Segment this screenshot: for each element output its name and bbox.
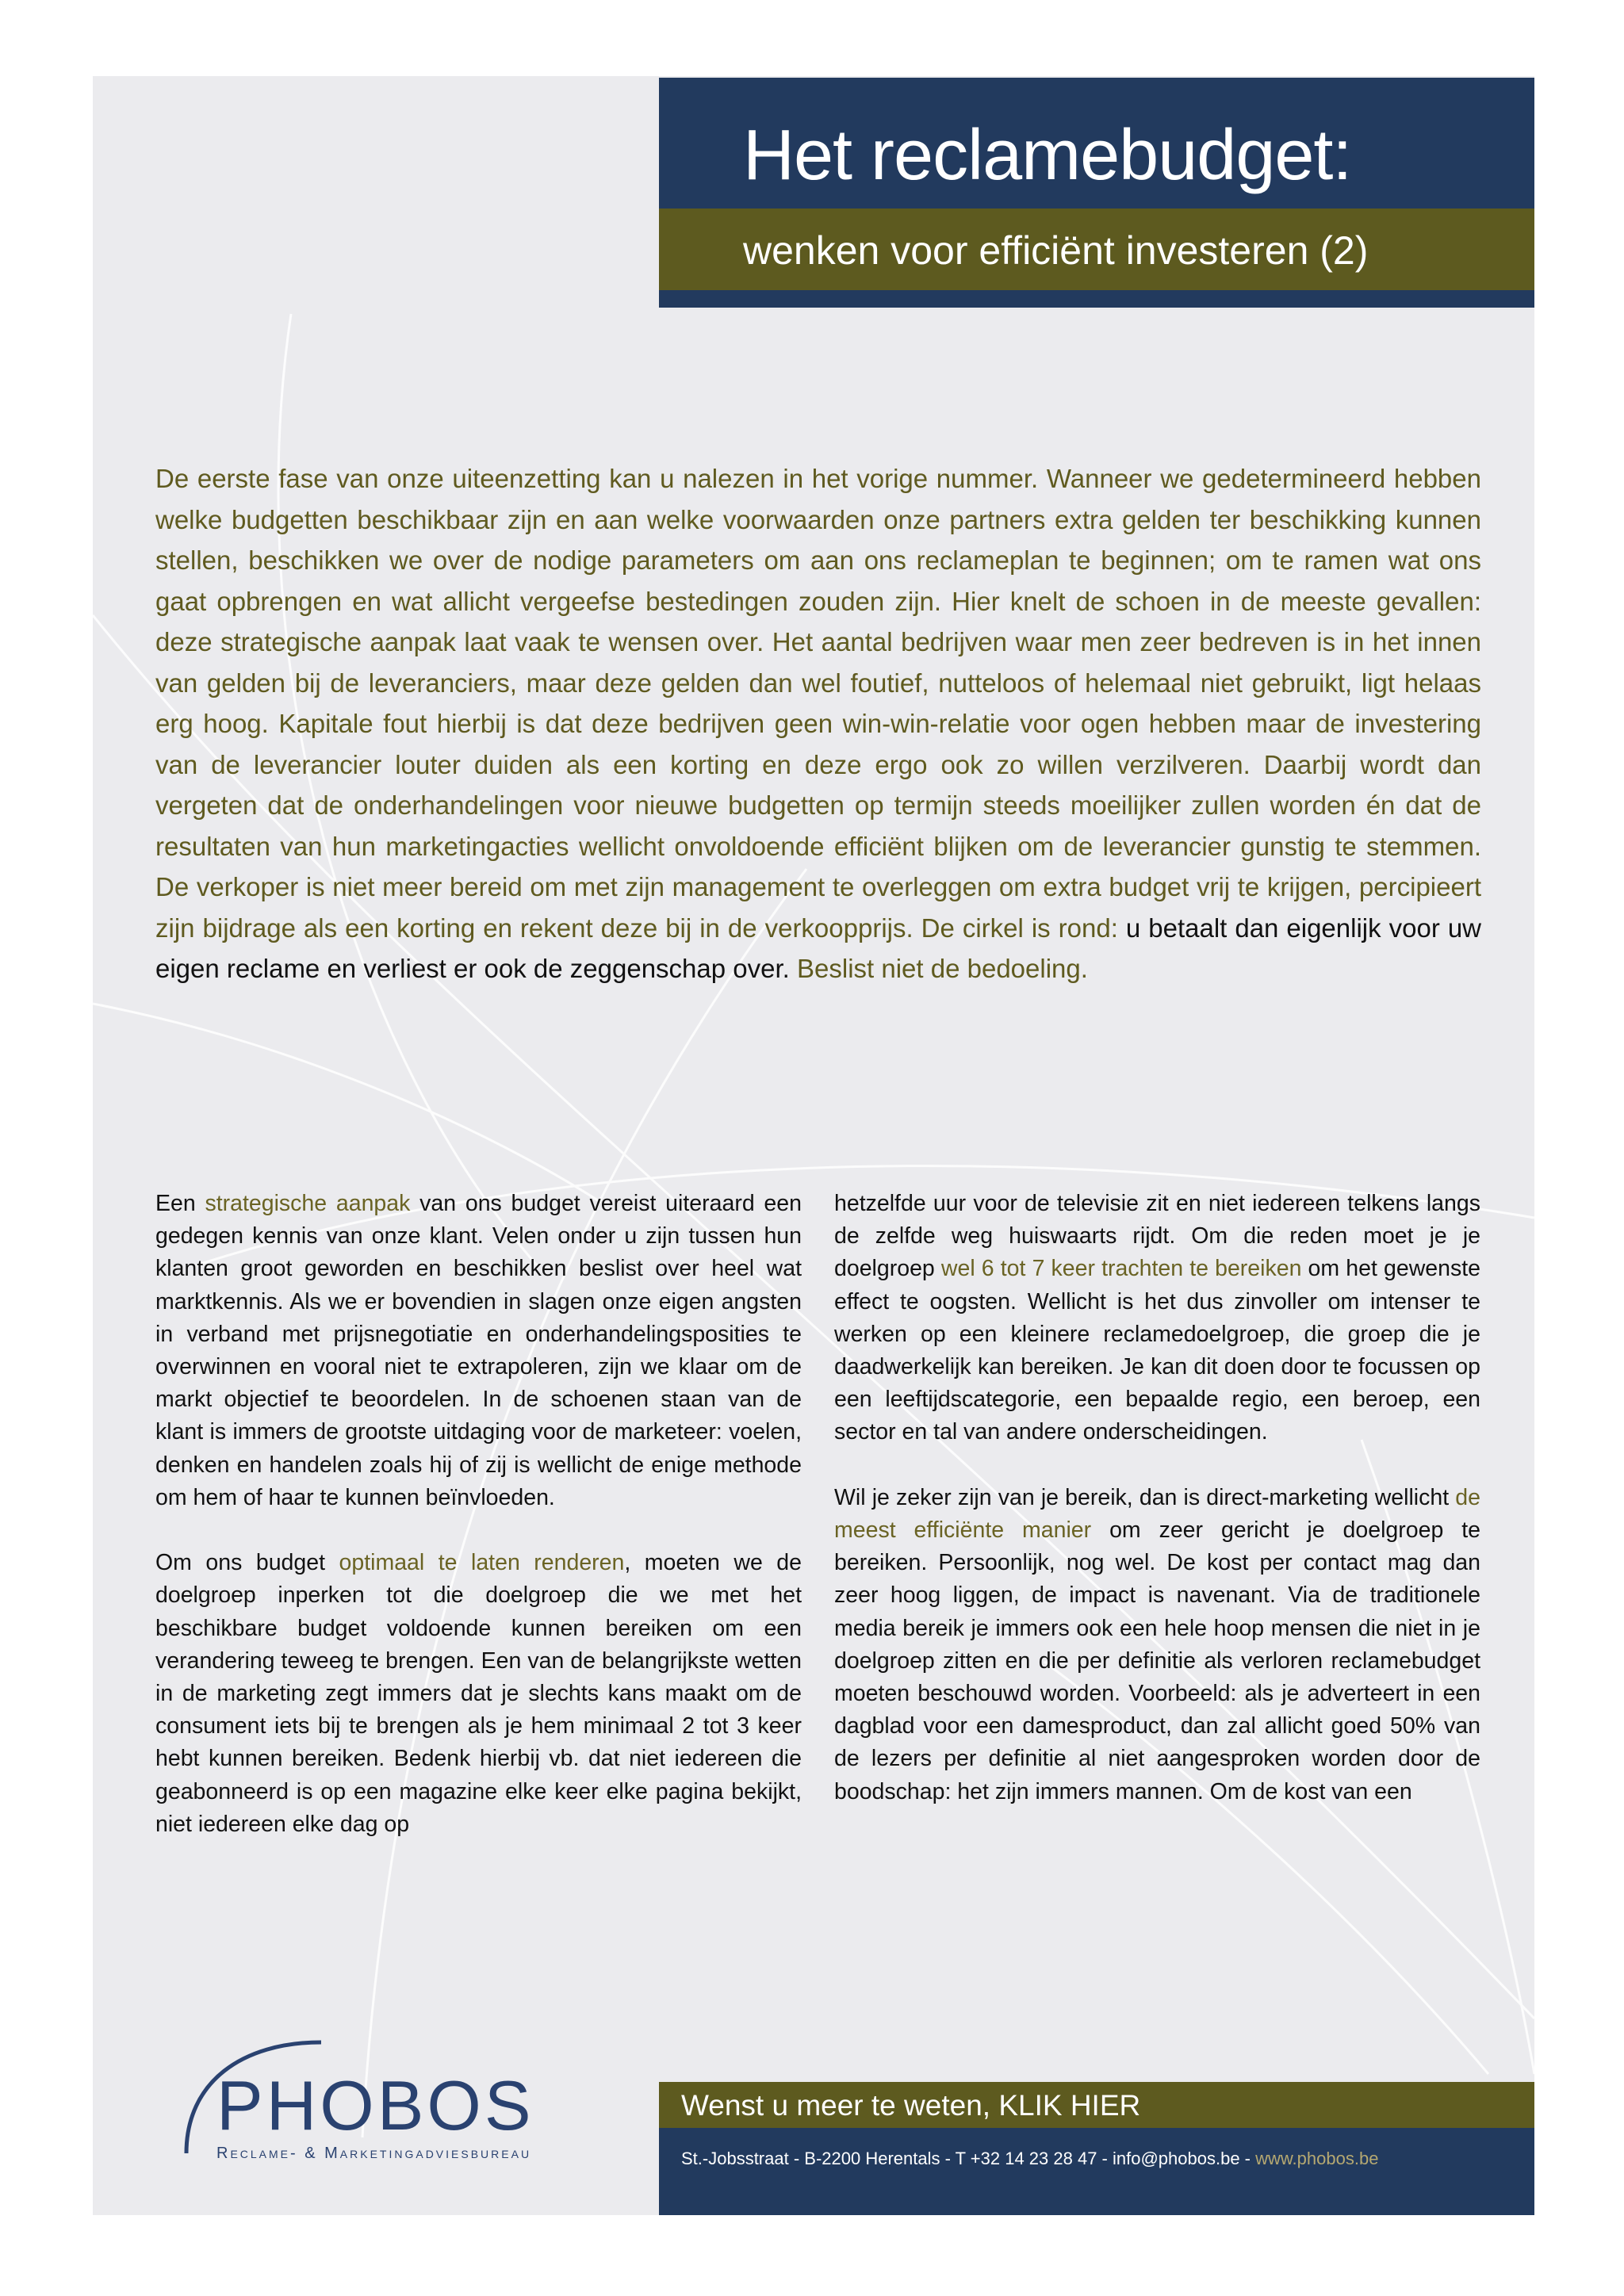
contact-address: St.-Jobsstraat - B-2200 Herentals - T +32 14 23 28 47 - info@phobos.be - — [681, 2149, 1256, 2168]
contact-info — [681, 2149, 1378, 2169]
more-info-link[interactable]: Wenst u meer te weten, KLIK HIER — [681, 2089, 1141, 2122]
curve-5 — [93, 1004, 600, 1202]
body-paragraph — [834, 1482, 1480, 1808]
body-text: Een — [155, 1191, 205, 1216]
body-text: , moeten we de doelgroep inperken tot die doelgroep die we met het beschikbare budget voldoende kunnen bereiken om een verandering teweeg te brengen. Een van de belangrijkste wetten in de marketing zegt immers dat je slechts kans maakt om de consument iets bij te brengen als je hem minimaal 2 tot 3 keer hebt kunnen bereiken. Bedenk hierbij vb. dat niet iedereen die geabonneerd is op een magazine elke keer elke pagina bekijkt, niet iedereen elke dag op — [155, 1550, 802, 1837]
body-paragraph — [155, 1547, 802, 1841]
body-text: Wil je zeker zijn van je bereik, dan is direct-marketing wellicht — [834, 1484, 1456, 1510]
body-highlight: de meest efficiënte manier — [834, 1484, 1480, 1544]
body-highlight: wel 6 tot 7 keer trachten te bereiken — [940, 1256, 1302, 1282]
decorative-curves — [93, 76, 1534, 2215]
company-logo[interactable]: PHOBOS — [216, 2066, 534, 2145]
website-link[interactable]: www.phobos.be — [1255, 2149, 1379, 2168]
body-text: Om ons budget — [155, 1550, 339, 1576]
body-text: van ons budget vereist uiteraard een gedegen kennis van onze klant. Velen onder u zijn tussen hun klanten groot geworden en beschikken beslist over heel wat marktkennis. Als we er bovendien in slagen onze eigen angsten in verband met prijsnegotiatie en onderhandelingsposities te overwinnen en vooral niet te extrapoleren, zijn we klaar om de markt objectief te beoordelen. In de schoenen staan van de klant is immers de grootste uitdaging voor de marketeer: voelen, denken en handelen zoals hij of zij is wellicht de enige methode om hem of haar te kunnen beïnvloeden. — [155, 1191, 802, 1510]
intro-text-end: Beslist niet de bedoeling. — [789, 954, 1088, 983]
title-band-bottom-strip — [659, 290, 1534, 308]
body-text: om het gewenste effect te oogsten. Wellicht is het dus zinvoller om intenser te werken op een kleinere reclamedoelgroep, die groep die je daadwerkelijk kan bereiken. Je kan dit doen door te focussen op een leeftijdscategorie, een bepaalde regio, een beroep, een sector en tal van andere onderscheidingen. — [834, 1256, 1480, 1445]
body-column-left — [155, 1188, 802, 1873]
intro-paragraph — [155, 458, 1481, 989]
body-paragraph — [834, 1188, 1480, 1449]
page — [93, 76, 1534, 2215]
contact-band — [659, 2128, 1534, 2215]
page-title: Het reclamebudget: — [743, 116, 1352, 195]
body-text: om zeer gericht je doelgroep te bereiken. Persoonlijk, nog wel. De kost per contact mag dan zeer hoog liggen, de impact is navenant. Via de traditionele media bereik je immers ook een hele hoop mensen die niet in je doelgroep zitten en die per definitie als verloren reclamebudget moeten beschouwd worden. Voorbeeld: als je adverteert in een dagblad voor een damesproduct, dan zal allicht goed 50% van de lezers per definitie al niet aangesproken worden door de boodschap: het zijn immers mannen. Om de kost van een — [834, 1517, 1480, 1804]
intro-text-emphasis: u betaalt dan eigenlijk voor uw eigen reclame en verliest er ook de zeggenschap over. — [155, 913, 1482, 983]
body-paragraph — [155, 1188, 802, 1514]
intro-text-main: De eerste fase van onze uiteenzetting kan u nalezen in het vorige nummer. Wanneer we gedetermineerd hebben welke budgetten beschikbaar zijn en aan welke voorwaarden onze partners extra gelden ter beschikking kunnen stellen, beschikken we over de nodige parameters om aan ons reclameplan te beginnen; om te ramen wat ons gaat opbrengen en wat allicht vergeefse bestedingen zouden zijn. Hier knelt de schoen in de meeste gevallen: deze strategische aanpak laat vaak te wensen over. Het aantal bedrijven waar men zeer bedreven is in het innen van gelden bij de leveranciers, maar deze gelden dan wel foutief, nutteloos of helemaal niet gebruikt, ligt helaas erg hoog. Kapitale fout hierbij is dat deze bedrijven geen win-win-relatie voor ogen hebben maar de investering van de leverancier louter duiden als een korting en deze ergo ook zo willen verzilveren. Daarbij wordt dan vergeten dat de onderhandelingen voor nieuwe budgetten op termijn steeds moeilijker zullen worden én dat de resultaten van hun marketingacties wellicht onvoldoende efficiënt blijken om de leverancier gunstig te stemmen. De verkoper is niet meer bereid om met zijn management te overleggen om extra budget vrij te krijgen, percipieert zijn bijdrage als een korting en rekent deze bij in de verkoopprijs. De cirkel is rond: — [155, 464, 1481, 943]
company-tagline: Reclame- & Marketingadviesbureau — [216, 2145, 532, 2162]
body-highlight: optimaal te laten renderen — [339, 1550, 625, 1576]
body-text: hetzelfde uur voor de televisie zit en niet iedereen telkens langs de zelfde weg huiswaarts rijdt. Om die reden moet je je doelgroep — [834, 1191, 1480, 1282]
page-subtitle: wenken voor efficiënt investeren (2) — [743, 228, 1369, 273]
body-highlight: strategische aanpak — [205, 1191, 411, 1216]
body-column-right — [834, 1188, 1480, 1841]
